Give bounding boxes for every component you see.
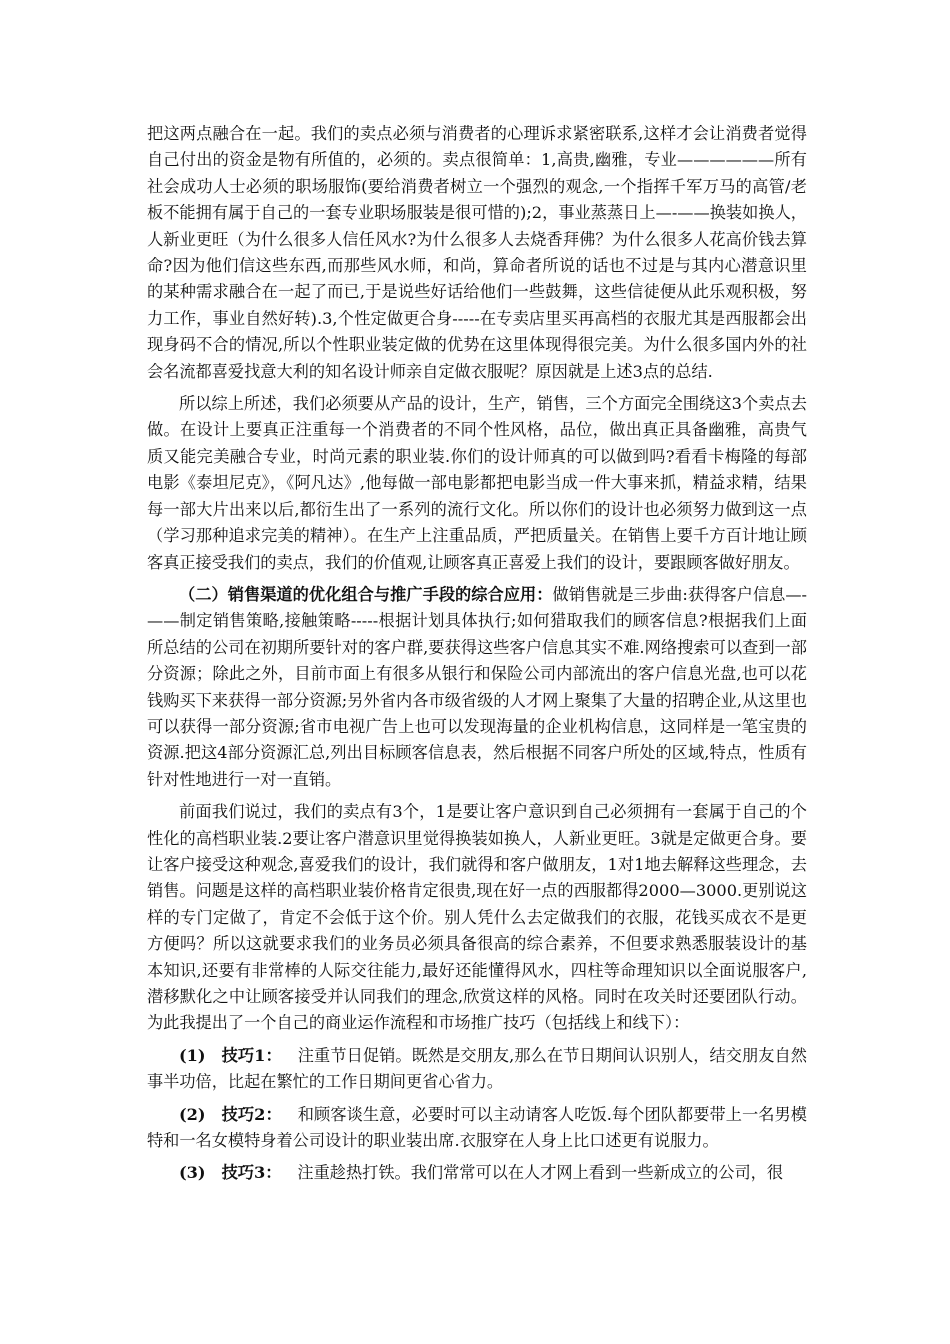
tip-text: 注重节日促销。既然是交朋友,那么在节日期间认识别人，结交朋友自然事半功倍，比起在繁忙的工作日期间更省心省力。 [147, 1045, 807, 1092]
paragraph-summary: 所以综上所述，我们必须要从产品的设计，生产，销售，三个方面完全围绕这3个卖点去做。在设计上要真正注重每一个消费者的不同个性风格，品位，做出真正具备幽雅，高贵气质又能完美融合专业，时尚元素的职业装.你们的设计师真的可以做到吗?看看卡梅隆的每部电影《泰坦尼克》，《阿凡达》,他每做一部电影都把电影当成一件大事来抓，精益求精，结果每一部大片出来以后,都衍生出了一系列的流行文化。所以你们的设计也必须努力做到这一点（学习那种追求完美的精神）。在生产上注重品质，严把质量关。在销售上要千方百计地让顾客真正接受我们的卖点，我们的价值观,让顾客真正喜爱上我们的设计，要跟顾客做好朋友。 [147, 394, 807, 572]
paragraph-selling-points: 把这两点融合在一起。我们的卖点必须与消费者的心理诉求紧密联系,这样才会让消费者觉得自己付出的资金是物有所值的，必须的。卖点很简单：1,高贵,幽雅，专业——————所有社会成功人士必须的职场服饰(要给消费者树立一个强烈的观念,一个指挥千军万马的高管/老板不能拥有属于自己的一套专业职场服装是很可惜的);2，事业蒸蒸日上—-——换装如换人，人新业更旺（为什么很多人信任风水?为什么很多人去烧香拜佛？为什么很多人花高价钱去算命?因为他们信这些东西,而那些风水师，和尚，算命者所说的话也不过是与其内心潜意识里的某种需求融合在一起了而已,于是说些好话给他们一些鼓舞，这些信徒便从此乐观积极，努力工作，事业自然好转).3,个性定做更合身-----在专卖店里买再高档的衣服尤其是西服都会出现身码不合的情况,所以个性职业装定做的优势在这里体现得很完美。为什么很多国内外的社会名流都喜爱找意大利的知名设计师亲自定做衣服呢？原因就是上述3点的总结. [147, 124, 807, 381]
section-text: 做销售就是三步曲:获得客户信息—-——制定销售策略,接触策略-----根据计划具体执行;如何猎取我们的顾客信息?根据我们上面所总结的公司在初期所要针对的客户群,要获得这些客户信息其实不难.网络搜索可以查到一部分资源；除此之外，目前市面上有很多从银行和保险公司内部流出的客户信息光盘,也可以花钱购买下来获得一部分资源;另外省内各市级省级的人才网上聚集了大量的招聘企业,从这里也可以获得一部分资源;省市电视广告上也可以发现海量的企业机构信息，这同样是一笔宝贵的资源.把这4部分资源汇总,列出目标顾客信息表，然后根据不同客户所处的区域,特点，性质有针对性地进行一对一直销。 [147, 584, 807, 789]
tip-item [147, 1102, 807, 1155]
tip-item [147, 1043, 807, 1096]
section-heading: （二）销售渠道的优化组合与推广手段的综合应用： [179, 584, 553, 604]
tip-name: 技巧1： [221, 1045, 282, 1065]
tip-number: (3) [179, 1163, 206, 1183]
tip-text: 和顾客谈生意，必要时可以主动请客人吃饭.每个团队都要带上一名男模特和一名女模特身着公司设计的职业装出席.衣服穿在人身上比口述更有说服力。 [147, 1104, 807, 1151]
tip-number: (2) [179, 1104, 206, 1124]
tip-number: (1) [179, 1045, 206, 1065]
paragraph-sales-channels [147, 582, 807, 793]
tip-name: 技巧2： [221, 1104, 282, 1124]
paragraph-strategy: 前面我们说过，我们的卖点有3个，1是要让客户意识到自己必须拥有一套属于自己的个性化的高档职业装.2要让客户潜意识里觉得换装如换人，人新业更旺。3就是定做更合身。要让客户接受这种观念,喜爱我们的设计，我们就得和客户做朋友，1对1地去解释这些理念，去销售。问题是这样的高档职业装价格肯定很贵,现在好一点的西服都得2000—3000.更别说这样的专门定做了，肯定不会低于这个价。别人凭什么去定做我们的衣服，花钱买成衣不是更方便吗？所以这就要求我们的业务员必须具备很高的综合素养，不但要求熟悉服装设计的基本知识,还要有非常棒的人际交往能力,最好还能懂得风水，四柱等命理知识以全面说服客户,潜移默化之中让顾客接受并认同我们的理念,欣赏这样的风格。同时在攻关时还要团队行动。为此我提出了一个自己的商业运作流程和市场推广技巧（包括线上和线下）： [147, 802, 807, 1033]
document-body [147, 121, 807, 1193]
tip-text: 注重趁热打铁。我们常常可以在人才网上看到一些新成立的公司，很 [297, 1163, 784, 1183]
tip-name: 技巧3： [221, 1163, 282, 1183]
tip-item [147, 1160, 807, 1186]
